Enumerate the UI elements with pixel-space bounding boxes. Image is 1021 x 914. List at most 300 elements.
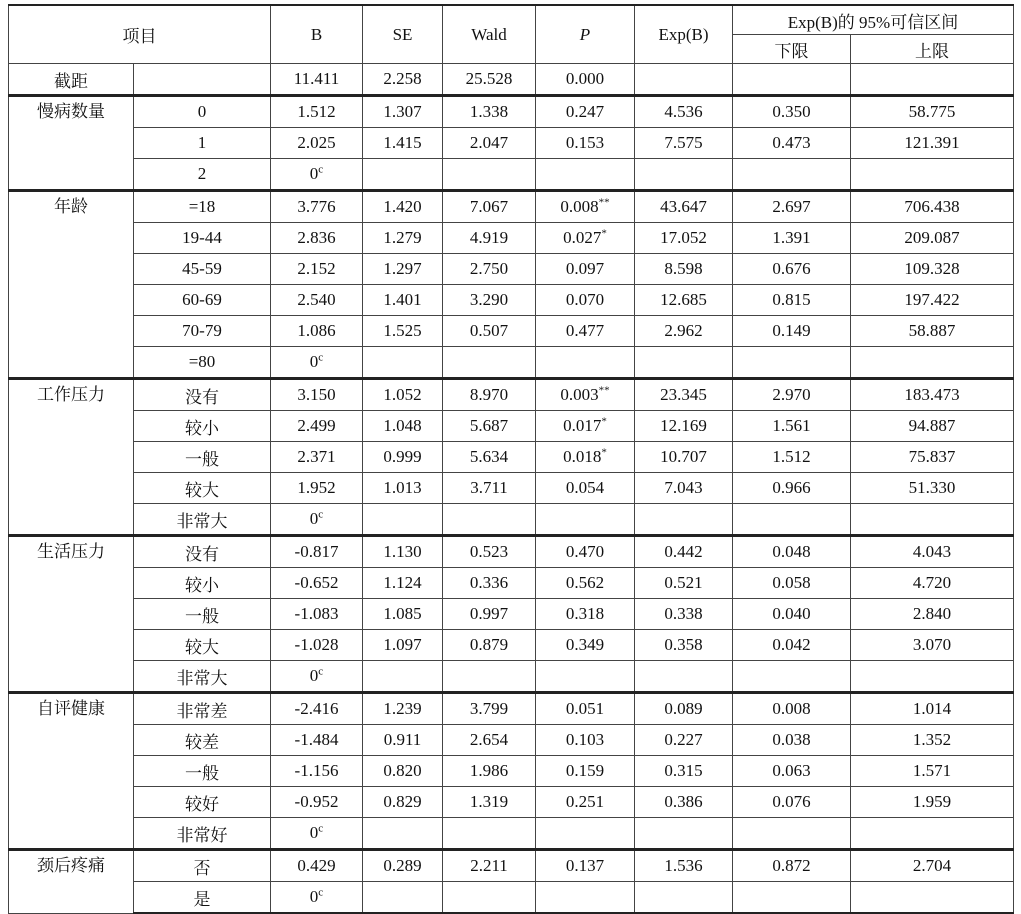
cell-p-value: 0.562: [565, 573, 605, 592]
cell-upper: 706.438: [851, 191, 1014, 223]
cell-wald: 0.336: [443, 568, 536, 599]
table-row: [9, 254, 1014, 285]
cell-p: [536, 128, 635, 159]
cell-b-value: 0: [309, 887, 319, 906]
cell-wald: 2.047: [443, 128, 536, 159]
cell-expb: 0.227: [635, 725, 733, 756]
cell-wald: 2.654: [443, 725, 536, 756]
cell-b: [271, 473, 363, 504]
cell-expb: 0.315: [635, 756, 733, 787]
cell-b-mark: c: [318, 508, 324, 521]
cell-p: [536, 818, 635, 850]
cell-lower: [733, 504, 851, 536]
cell-upper: [851, 64, 1014, 96]
cell-p: [536, 756, 635, 787]
cell-p: [536, 473, 635, 504]
cell-expb: 1.536: [635, 850, 733, 882]
level-label: 非常大: [134, 504, 271, 536]
cell-b-value: 0: [309, 164, 319, 183]
cell-p-value: 0.153: [565, 133, 605, 152]
cell-se: 1.297: [363, 254, 443, 285]
cell-expb: 12.169: [635, 411, 733, 442]
cell-p-value: 0.000: [565, 69, 605, 88]
cell-expb: 0.442: [635, 536, 733, 568]
cell-wald: 7.067: [443, 191, 536, 223]
cell-wald: 2.750: [443, 254, 536, 285]
cell-b: [271, 285, 363, 316]
cell-b: [271, 347, 363, 379]
cell-p-value: 0.070: [565, 290, 605, 309]
cell-upper: 4.043: [851, 536, 1014, 568]
level-label: 没有: [134, 379, 271, 411]
cell-se: 0.911: [363, 725, 443, 756]
cell-b-value: 2.152: [297, 259, 336, 278]
cell-expb: 4.536: [635, 96, 733, 128]
cell-b: [271, 442, 363, 473]
cell-upper: 75.837: [851, 442, 1014, 473]
table-row: [9, 818, 1014, 850]
table-row: [9, 756, 1014, 787]
cell-b-value: 0: [309, 823, 319, 842]
cell-b: [271, 411, 363, 442]
cell-p: [536, 64, 635, 96]
cell-p-mark: *: [601, 446, 607, 459]
cell-b-value: 0.429: [297, 856, 336, 875]
cell-p: [536, 787, 635, 818]
level-label: 19-44: [134, 223, 271, 254]
cell-p-value: 0.051: [565, 699, 605, 718]
cell-b: [271, 223, 363, 254]
level-label: 否: [134, 850, 271, 882]
cell-lower: [733, 818, 851, 850]
cell-b-value: 1.952: [297, 478, 336, 497]
level-label: =18: [134, 191, 271, 223]
cell-wald: 2.211: [443, 850, 536, 882]
cell-wald: [443, 504, 536, 536]
table-row: [9, 316, 1014, 347]
cell-lower: 1.512: [733, 442, 851, 473]
cell-expb: 0.386: [635, 787, 733, 818]
cell-se: 1.307: [363, 96, 443, 128]
level-label: 一般: [134, 599, 271, 630]
cell-p-value: 0.137: [565, 856, 605, 875]
cell-p-value: 0.054: [565, 478, 605, 497]
cell-se: [363, 159, 443, 191]
cell-b-value: -0.652: [294, 573, 339, 592]
header-upper: 上限: [851, 35, 1014, 64]
cell-b: [271, 316, 363, 347]
cell-lower: 0.063: [733, 756, 851, 787]
cell-p: [536, 882, 635, 914]
cell-wald: 1.338: [443, 96, 536, 128]
table-row: [9, 787, 1014, 818]
cell-p-value: 0.247: [565, 102, 605, 121]
table-row: [9, 223, 1014, 254]
table-row: [9, 725, 1014, 756]
level-label: 一般: [134, 442, 271, 473]
cell-se: 1.401: [363, 285, 443, 316]
cell-se: 1.013: [363, 473, 443, 504]
cell-wald: 3.711: [443, 473, 536, 504]
cell-se: 0.289: [363, 850, 443, 882]
level-label: 较小: [134, 411, 271, 442]
cell-b-value: 2.371: [297, 447, 336, 466]
cell-b-value: 2.540: [297, 290, 336, 309]
cell-wald: 0.997: [443, 599, 536, 630]
cell-se: 0.829: [363, 787, 443, 818]
group-label: 生活压力: [9, 536, 134, 693]
table-row: [9, 568, 1014, 599]
cell-lower: 0.008: [733, 693, 851, 725]
level-label: 非常大: [134, 661, 271, 693]
cell-wald: 1.319: [443, 787, 536, 818]
cell-lower: 1.391: [733, 223, 851, 254]
intercept-level: [134, 64, 271, 96]
level-label: 60-69: [134, 285, 271, 316]
cell-b-value: 2.836: [297, 228, 336, 247]
cell-wald: 0.523: [443, 536, 536, 568]
level-label: 是: [134, 882, 271, 914]
cell-p: [536, 159, 635, 191]
cell-wald: 1.986: [443, 756, 536, 787]
cell-b-value: 2.499: [297, 416, 336, 435]
cell-b-value: -1.156: [294, 761, 339, 780]
intercept-row: [9, 64, 1014, 96]
cell-se: [363, 347, 443, 379]
cell-lower: [733, 347, 851, 379]
cell-wald: 4.919: [443, 223, 536, 254]
cell-expb: 17.052: [635, 223, 733, 254]
cell-p: [536, 411, 635, 442]
cell-lower: 2.697: [733, 191, 851, 223]
cell-upper: [851, 818, 1014, 850]
cell-b-mark: c: [318, 822, 324, 835]
cell-p-value: 0.017: [563, 416, 602, 435]
cell-b: [271, 818, 363, 850]
cell-p: [536, 850, 635, 882]
level-label: 较好: [134, 787, 271, 818]
header-p: P: [536, 5, 635, 64]
cell-expb: 12.685: [635, 285, 733, 316]
cell-upper: 3.070: [851, 630, 1014, 661]
cell-upper: 58.775: [851, 96, 1014, 128]
cell-se: 1.052: [363, 379, 443, 411]
cell-p: [536, 442, 635, 473]
cell-b-mark: c: [318, 351, 324, 364]
cell-p-value: 0.097: [565, 259, 605, 278]
cell-wald: 5.687: [443, 411, 536, 442]
cell-se: 1.130: [363, 536, 443, 568]
cell-se: 0.999: [363, 442, 443, 473]
cell-wald: 3.799: [443, 693, 536, 725]
cell-wald: 5.634: [443, 442, 536, 473]
cell-p-mark: **: [598, 384, 610, 397]
cell-wald: [443, 159, 536, 191]
cell-wald: 0.879: [443, 630, 536, 661]
cell-lower: 0.815: [733, 285, 851, 316]
cell-expb: 7.043: [635, 473, 733, 504]
cell-b-value: 2.025: [297, 133, 336, 152]
level-label: 较大: [134, 630, 271, 661]
cell-b-mark: c: [318, 163, 324, 176]
cell-b: [271, 725, 363, 756]
cell-p-value: 0.027: [563, 228, 602, 247]
cell-se: 2.258: [363, 64, 443, 96]
cell-p: [536, 347, 635, 379]
cell-wald: 8.970: [443, 379, 536, 411]
cell-p-value: 0.018: [563, 447, 602, 466]
cell-upper: 209.087: [851, 223, 1014, 254]
cell-lower: 0.473: [733, 128, 851, 159]
cell-b: [271, 661, 363, 693]
cell-expb: 10.707: [635, 442, 733, 473]
cell-upper: 94.887: [851, 411, 1014, 442]
table-row: [9, 882, 1014, 914]
cell-se: 1.124: [363, 568, 443, 599]
cell-upper: 121.391: [851, 128, 1014, 159]
cell-p: [536, 693, 635, 725]
header-expb: Exp(B): [635, 5, 733, 64]
table-row: [9, 285, 1014, 316]
cell-wald: 0.507: [443, 316, 536, 347]
cell-wald: [443, 347, 536, 379]
cell-b-value: 1.086: [297, 321, 336, 340]
cell-expb: 23.345: [635, 379, 733, 411]
intercept-label: 截距: [9, 64, 134, 96]
cell-b: 11.411: [271, 64, 363, 96]
level-label: 一般: [134, 756, 271, 787]
table-row: [9, 128, 1014, 159]
cell-p-value: 0.470: [565, 542, 605, 561]
table-body: [9, 64, 1014, 914]
header-se: SE: [363, 5, 443, 64]
cell-p-value: 0.349: [565, 635, 605, 654]
table-row: [9, 693, 1014, 725]
cell-p: [536, 223, 635, 254]
cell-b: [271, 630, 363, 661]
group-label: 慢病数量: [9, 96, 134, 191]
level-label: 70-79: [134, 316, 271, 347]
table-row: [9, 473, 1014, 504]
cell-upper: 51.330: [851, 473, 1014, 504]
cell-b: [271, 254, 363, 285]
cell-upper: 4.720: [851, 568, 1014, 599]
cell-p: [536, 96, 635, 128]
level-label: 较小: [134, 568, 271, 599]
table-header: [9, 5, 1014, 64]
cell-se: 1.239: [363, 693, 443, 725]
cell-lower: 0.048: [733, 536, 851, 568]
cell-b: [271, 787, 363, 818]
level-label: 2: [134, 159, 271, 191]
table-row: [9, 191, 1014, 223]
cell-b-value: -1.083: [294, 604, 339, 623]
cell-wald: [443, 882, 536, 914]
cell-upper: 1.014: [851, 693, 1014, 725]
cell-lower: [733, 661, 851, 693]
cell-p-mark: *: [601, 227, 607, 240]
level-label: 没有: [134, 536, 271, 568]
cell-p-value: 0.318: [565, 604, 605, 623]
table-row: [9, 630, 1014, 661]
cell-upper: 183.473: [851, 379, 1014, 411]
cell-expb: [635, 661, 733, 693]
cell-b: [271, 504, 363, 536]
cell-expb: 43.647: [635, 191, 733, 223]
cell-lower: 0.676: [733, 254, 851, 285]
cell-b-mark: c: [318, 886, 324, 899]
level-label: 较大: [134, 473, 271, 504]
cell-upper: 2.704: [851, 850, 1014, 882]
cell-wald: 3.290: [443, 285, 536, 316]
cell-se: [363, 818, 443, 850]
group-label: 自评健康: [9, 693, 134, 850]
cell-lower: 0.149: [733, 316, 851, 347]
cell-p: [536, 599, 635, 630]
cell-lower: [733, 159, 851, 191]
cell-upper: [851, 347, 1014, 379]
cell-se: 0.820: [363, 756, 443, 787]
cell-b-value: 0: [309, 666, 319, 685]
cell-expb: 2.962: [635, 316, 733, 347]
cell-upper: 2.840: [851, 599, 1014, 630]
cell-se: 1.085: [363, 599, 443, 630]
cell-expb: 0.338: [635, 599, 733, 630]
cell-upper: [851, 661, 1014, 693]
cell-se: 1.415: [363, 128, 443, 159]
header-item: 项目: [9, 5, 271, 64]
cell-b: [271, 159, 363, 191]
level-label: =80: [134, 347, 271, 379]
cell-se: [363, 504, 443, 536]
table-row: [9, 850, 1014, 882]
level-label: 0: [134, 96, 271, 128]
cell-expb: 0.358: [635, 630, 733, 661]
cell-b-value: -0.817: [294, 542, 339, 561]
table-row: [9, 96, 1014, 128]
cell-b: [271, 850, 363, 882]
header-wald: Wald: [443, 5, 536, 64]
cell-se: 1.420: [363, 191, 443, 223]
cell-p-value: 0.008: [560, 197, 599, 216]
cell-se: [363, 661, 443, 693]
cell-b-value: -1.484: [294, 730, 339, 749]
cell-expb: 0.089: [635, 693, 733, 725]
cell-p-mark: **: [598, 196, 610, 209]
level-label: 45-59: [134, 254, 271, 285]
cell-p: [536, 316, 635, 347]
cell-p-value: 0.477: [565, 321, 605, 340]
cell-expb: [635, 159, 733, 191]
cell-p: [536, 536, 635, 568]
cell-lower: 0.040: [733, 599, 851, 630]
table-row: [9, 411, 1014, 442]
cell-b: [271, 756, 363, 787]
cell-b-value: -1.028: [294, 635, 339, 654]
cell-b-value: -0.952: [294, 792, 339, 811]
cell-b: [271, 693, 363, 725]
cell-b-value: 3.150: [297, 385, 336, 404]
cell-expb: [635, 64, 733, 96]
cell-b-value: 3.776: [297, 197, 336, 216]
table-row: [9, 661, 1014, 693]
cell-expb: [635, 347, 733, 379]
level-label: 较差: [134, 725, 271, 756]
table-row: [9, 159, 1014, 191]
cell-wald: [443, 661, 536, 693]
header-b: B: [271, 5, 363, 64]
cell-b: [271, 96, 363, 128]
cell-se: 1.525: [363, 316, 443, 347]
cell-b: [271, 882, 363, 914]
cell-p-value: 0.003: [560, 385, 599, 404]
cell-upper: 1.571: [851, 756, 1014, 787]
group-label: 年龄: [9, 191, 134, 379]
cell-p: [536, 630, 635, 661]
cell-b-mark: c: [318, 665, 324, 678]
level-label: 非常好: [134, 818, 271, 850]
cell-wald: 25.528: [443, 64, 536, 96]
cell-lower: 0.058: [733, 568, 851, 599]
cell-lower: 2.970: [733, 379, 851, 411]
cell-p: [536, 568, 635, 599]
cell-expb: [635, 504, 733, 536]
cell-expb: 7.575: [635, 128, 733, 159]
cell-b: [271, 379, 363, 411]
cell-expb: [635, 882, 733, 914]
table-row: [9, 599, 1014, 630]
cell-p: [536, 191, 635, 223]
cell-p: [536, 725, 635, 756]
cell-se: 1.279: [363, 223, 443, 254]
group-label: 工作压力: [9, 379, 134, 536]
cell-upper: 109.328: [851, 254, 1014, 285]
cell-lower: 0.038: [733, 725, 851, 756]
cell-b-value: 1.512: [297, 102, 336, 121]
header-row-1: [9, 5, 1014, 35]
cell-b-value: -2.416: [294, 699, 339, 718]
cell-lower: 0.966: [733, 473, 851, 504]
cell-lower: [733, 64, 851, 96]
cell-se: 1.048: [363, 411, 443, 442]
table-row: [9, 442, 1014, 473]
cell-p: [536, 379, 635, 411]
cell-b: [271, 536, 363, 568]
table-row: [9, 379, 1014, 411]
cell-upper: [851, 159, 1014, 191]
cell-upper: 1.959: [851, 787, 1014, 818]
cell-b: [271, 191, 363, 223]
cell-p: [536, 254, 635, 285]
table-row: [9, 347, 1014, 379]
regression-table: [8, 4, 1014, 914]
cell-p: [536, 504, 635, 536]
cell-expb: 0.521: [635, 568, 733, 599]
cell-upper: 58.887: [851, 316, 1014, 347]
cell-lower: [733, 882, 851, 914]
cell-upper: [851, 504, 1014, 536]
cell-lower: 0.350: [733, 96, 851, 128]
cell-lower: 1.561: [733, 411, 851, 442]
level-label: 非常差: [134, 693, 271, 725]
table-row: [9, 504, 1014, 536]
cell-p-value: 0.159: [565, 761, 605, 780]
cell-b: [271, 568, 363, 599]
cell-expb: 8.598: [635, 254, 733, 285]
cell-p: [536, 661, 635, 693]
cell-b-value: 0: [309, 509, 319, 528]
table-row: [9, 536, 1014, 568]
